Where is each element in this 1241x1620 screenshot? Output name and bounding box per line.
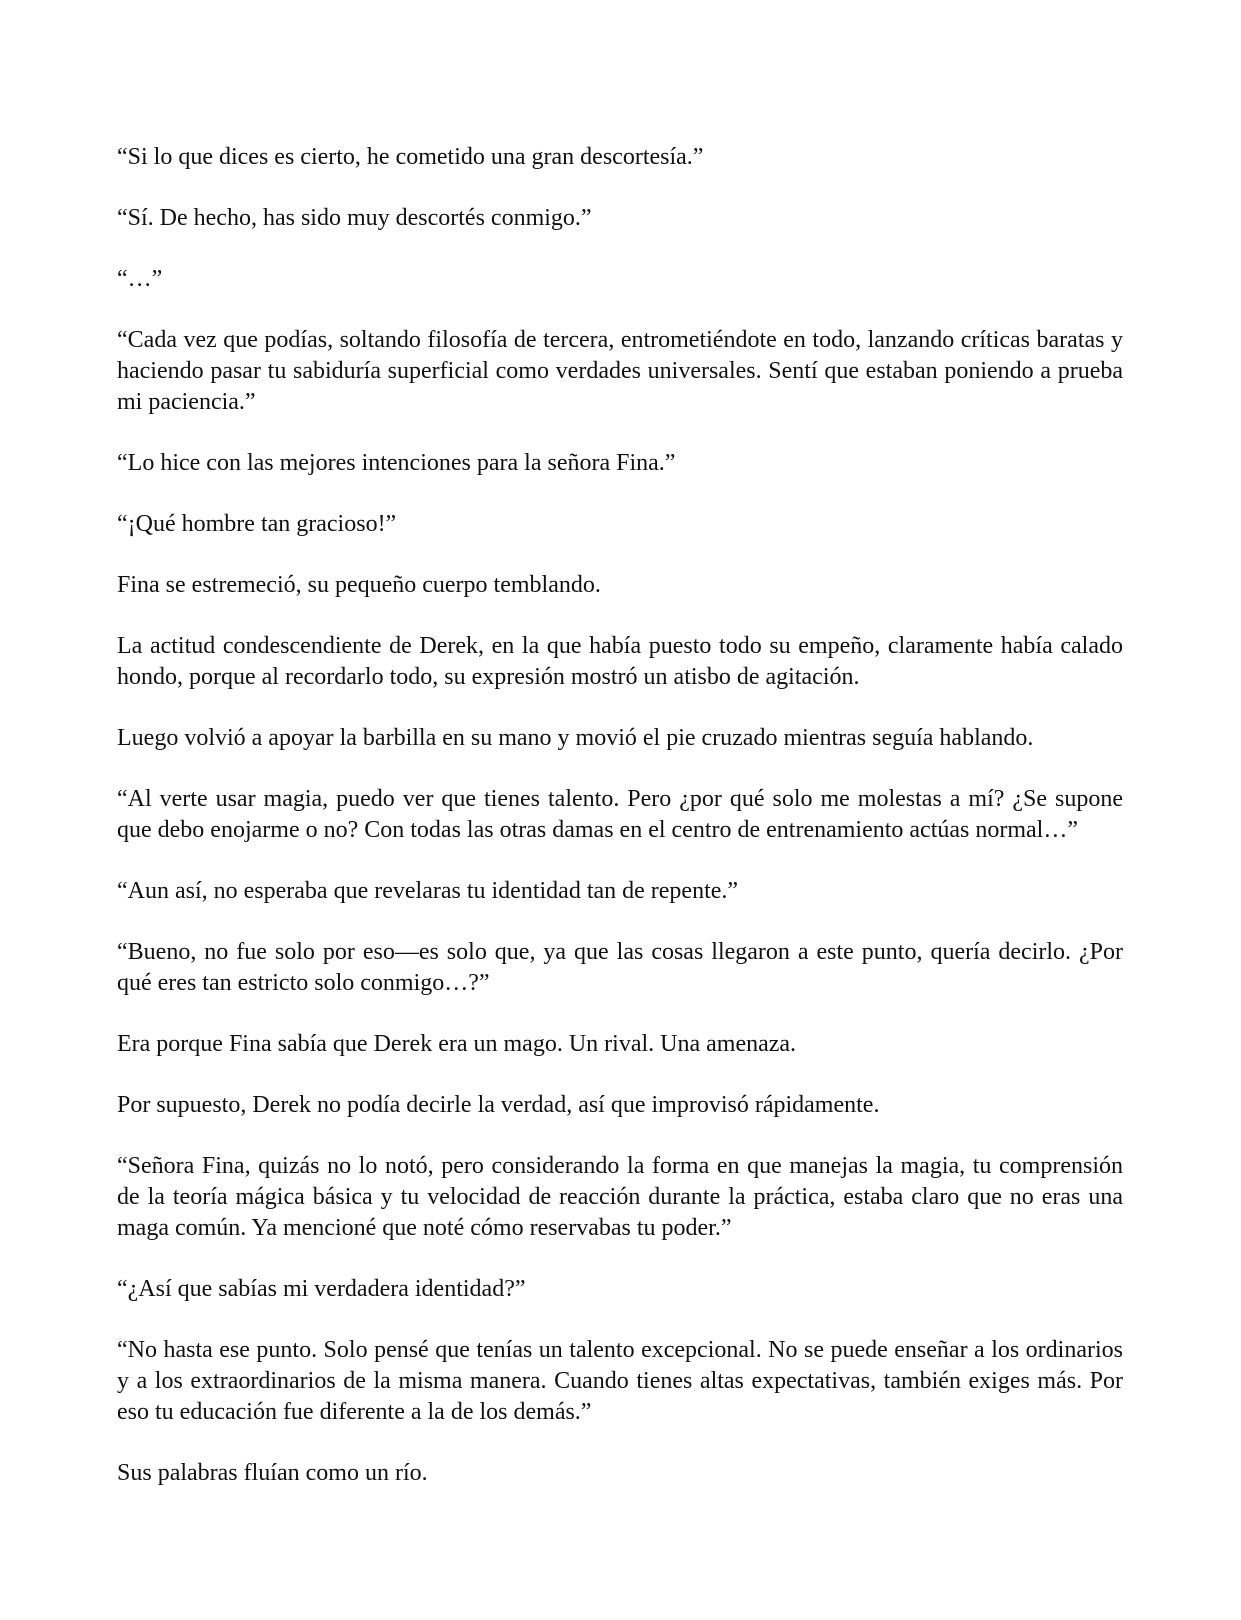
paragraph: Fina se estremeció, su pequeño cuerpo temblando. xyxy=(117,572,601,598)
paragraph: “¡Qué hombre tan gracioso!” xyxy=(117,511,397,537)
paragraph: Por supuesto, Derek no podía decirle la verdad, así que improvisó rápidamente. xyxy=(117,1092,880,1118)
paragraph: “Aun así, no esperaba que revelaras tu identidad tan de repente.” xyxy=(117,878,739,904)
paragraph: “Cada vez que podías, soltando filosofía de tercera, entrometiéndote en todo, lanzando críticas baratas y haciendo pasar tu sabiduría superficial como verdades universales. Sentí que estaban poniendo a prueba mi paciencia.” xyxy=(117,327,1123,415)
paragraph: “No hasta ese punto. Solo pensé que tenías un talento excepcional. No se puede enseñar a los ordinarios y a los extraordinarios de la misma manera. Cuando tienes altas expectativas, también exiges más. Por eso tu educación fue diferente a la de los demás.” xyxy=(117,1337,1123,1425)
paragraph: “Si lo que dices es cierto, he cometido una gran descortesía.” xyxy=(117,144,704,170)
paragraph: “…” xyxy=(117,266,163,292)
paragraph: “Lo hice con las mejores intenciones para la señora Fina.” xyxy=(117,450,676,476)
paragraph: Era porque Fina sabía que Derek era un mago. Un rival. Una amenaza. xyxy=(117,1031,797,1057)
document-page xyxy=(117,142,1123,1519)
paragraph: “¿Así que sabías mi verdadera identidad?” xyxy=(117,1276,526,1302)
paragraph: Sus palabras fluían como un río. xyxy=(117,1460,428,1486)
paragraph: Luego volvió a apoyar la barbilla en su mano y movió el pie cruzado mientras seguía hablando. xyxy=(117,725,1034,751)
paragraph: “Sí. De hecho, has sido muy descortés conmigo.” xyxy=(117,205,592,231)
paragraph: “Al verte usar magia, puedo ver que tienes talento. Pero ¿por qué solo me molestas a mí? ¿Se supone que debo enojarme o no? Con todas las otras damas en el centro de entrenamiento actúas normal…” xyxy=(117,786,1123,843)
paragraph: “Señora Fina, quizás no lo notó, pero considerando la forma en que manejas la magia, tu comprensión de la teoría mágica básica y tu velocidad de reacción durante la práctica, estaba claro que no eras una maga común. Ya mencioné que noté cómo reservabas tu poder.” xyxy=(117,1153,1123,1241)
paragraph: La actitud condescendiente de Derek, en la que había puesto todo su empeño, claramente había calado hondo, porque al recordarlo todo, su expresión mostró un atisbo de agitación. xyxy=(117,633,1123,690)
paragraph: “Bueno, no fue solo por eso—es solo que, ya que las cosas llegaron a este punto, quería decirlo. ¿Por qué eres tan estricto solo conmigo…?” xyxy=(117,939,1123,996)
